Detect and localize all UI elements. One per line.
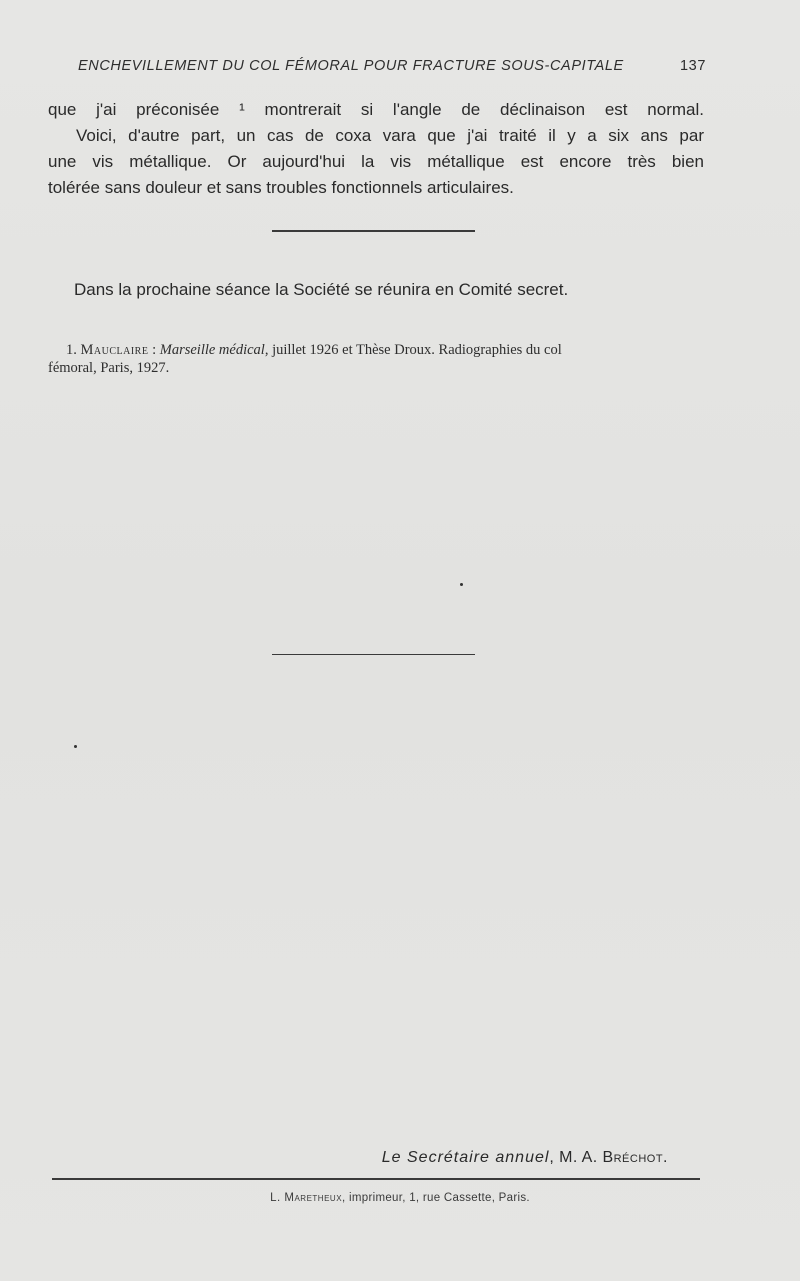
footnote-details: , juillet 1926 et Thèse Droux. Radiographies du col — [264, 342, 562, 358]
paragraph-line: que j'ai préconisée ¹ montrerait si l'angle de déclinaison est normal. — [48, 100, 704, 119]
section-divider — [272, 230, 475, 232]
running-head — [78, 58, 706, 74]
footnote-separator: : — [148, 342, 160, 358]
footnote-line — [48, 341, 704, 359]
footnote-line: fémoral, Paris, 1927. — [48, 360, 170, 376]
signature-name-prefix: M. A. — [559, 1149, 603, 1166]
end-divider — [272, 654, 475, 655]
imprint-printer: L. Maretheux — [270, 1192, 343, 1204]
paragraph-coxa-vara — [48, 123, 704, 201]
paragraph-line: une vis métallique. Or aujourd'hui la vis métallique est encore très bien — [48, 152, 704, 171]
footnote-number: 1. — [66, 342, 77, 358]
imprint-rule — [52, 1178, 700, 1180]
footnote-journal: Marseille médical — [159, 342, 265, 358]
print-speck — [460, 583, 463, 586]
signature-role: Le Secrétaire annuel — [381, 1149, 550, 1166]
paragraph-line: tolérée sans douleur et sans troubles fonctionnels articulaires. — [48, 178, 514, 197]
print-speck — [74, 745, 77, 748]
paragraph-continued — [48, 97, 704, 123]
printer-imprint — [0, 1192, 800, 1204]
signature — [382, 1149, 668, 1167]
announcement: Dans la prochaine séance la Société se réunira en Comité secret. — [74, 280, 569, 299]
paragraph-line: Voici, d'autre part, un cas de coxa vara que j'ai traité il y a six ans par — [76, 126, 704, 145]
page-number: 137 — [680, 58, 706, 74]
footnote — [48, 341, 704, 377]
running-head-title: ENCHEVILLEMENT DU COL FÉMORAL POUR FRACTURE SOUS-CAPITALE — [78, 58, 624, 74]
signature-separator: , — [549, 1149, 560, 1166]
imprint-address: , imprimeur, 1, rue Cassette, Paris. — [342, 1192, 530, 1204]
footnote-author: Mauclaire — [80, 342, 149, 358]
signature-name: Bréchot. — [602, 1149, 668, 1166]
